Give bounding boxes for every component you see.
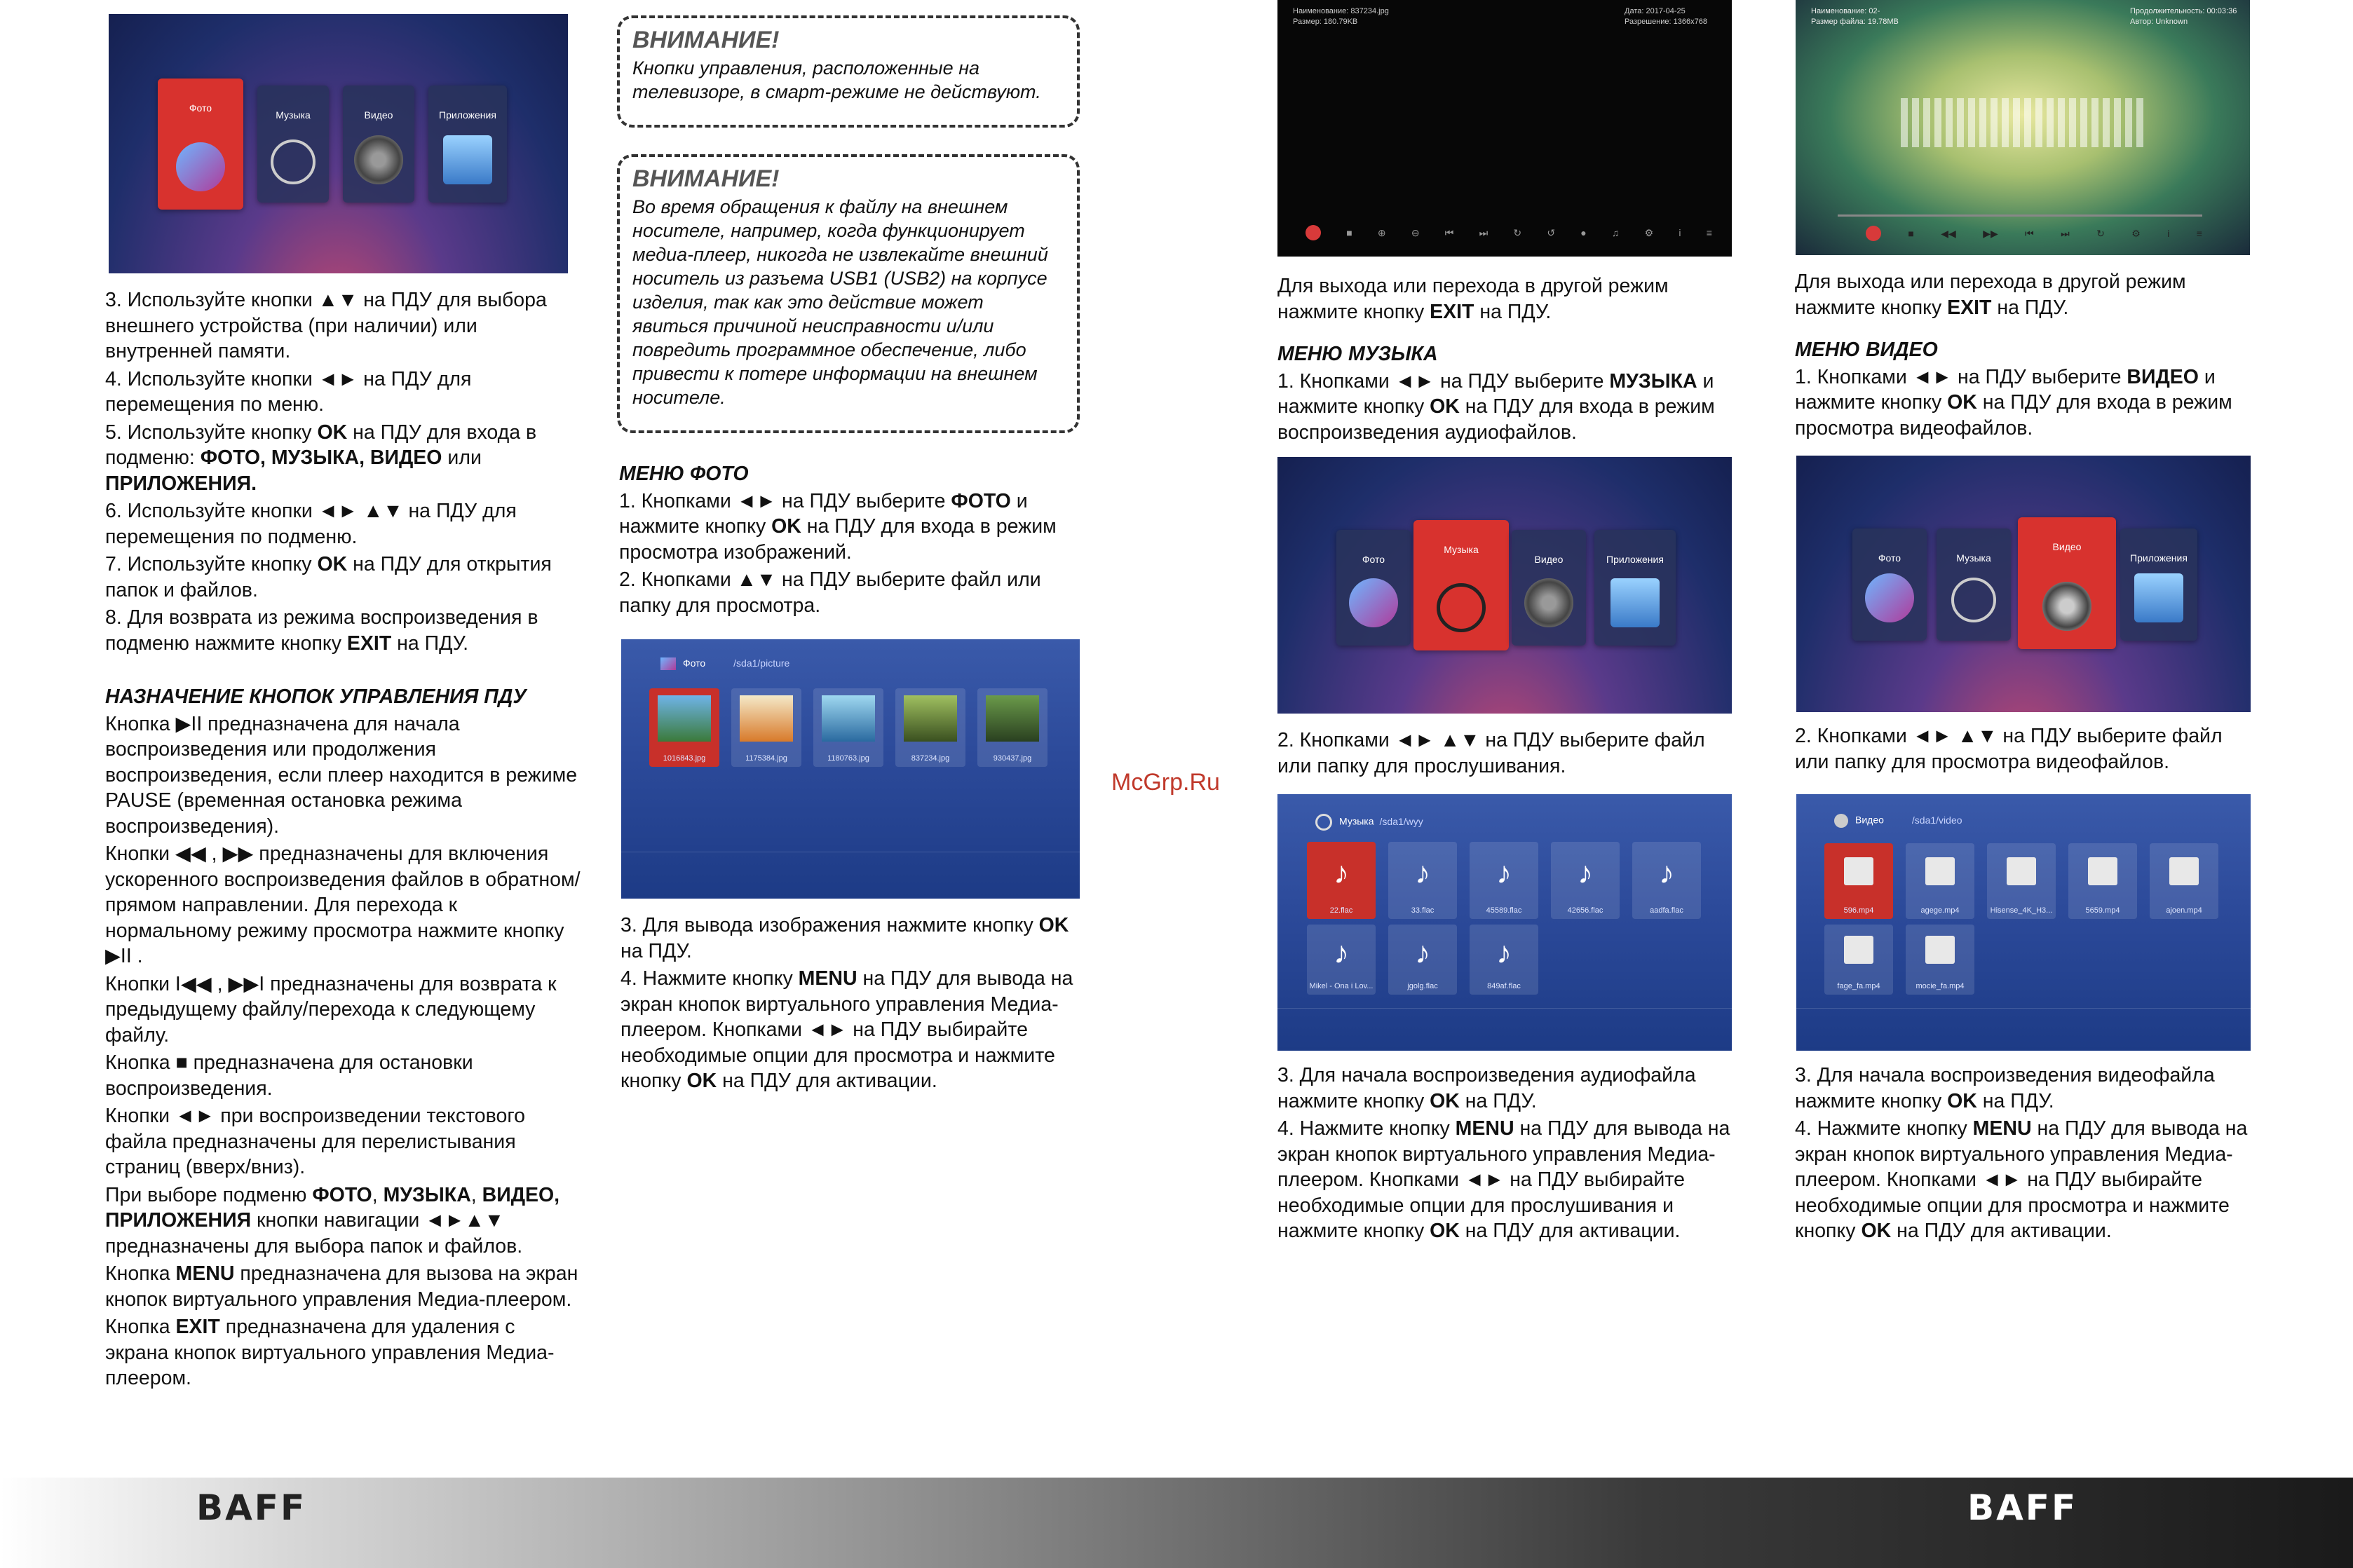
tile-foto [1336, 530, 1411, 646]
foto: ФОТО [951, 489, 1011, 512]
file-name: Hisense_4K_H3... [1990, 906, 2053, 915]
ok-key: OK [1861, 1220, 1892, 1242]
video-browser-screenshot [1796, 794, 2251, 1051]
text: Для выхода или перехода в другой режим нажмите кнопку [1795, 271, 2186, 319]
column-3-text-b [1277, 728, 1740, 781]
tile-label: Фото [189, 102, 212, 114]
file-item [1307, 925, 1376, 995]
info-duration: Продолжительность: 00:03:36 [2130, 7, 2237, 15]
warning-title: ВНИМАНИЕ! [632, 27, 780, 53]
text: При выборе подменю [105, 1183, 313, 1206]
text: 1. Кнопками ◄► на ПДУ выберите [1277, 369, 1610, 393]
thumbnail [740, 695, 793, 742]
step-7 [105, 552, 582, 603]
screen-path: /sda1/video [1911, 814, 1962, 826]
btn-exit [105, 1314, 582, 1391]
text: 1. Кнопками ◄► на ПДУ выберите [619, 489, 951, 512]
step-4 [621, 966, 1083, 1094]
file-item [2150, 843, 2218, 919]
foto: ФОТО [312, 1183, 372, 1206]
file-name: 1180763.jpg [827, 754, 869, 763]
music: МУЗЫКА [383, 1183, 471, 1206]
text: Кнопка [105, 1316, 176, 1338]
column-4-text-c [1795, 1063, 2258, 1246]
file-item [2068, 843, 2137, 919]
text: 4. Нажмите кнопку [1795, 1117, 1973, 1140]
film-reel-icon [2042, 582, 2091, 631]
screen-title: Фото [683, 657, 706, 669]
step-2: 2. Кнопками ◄► ▲▼ на ПДУ выберите файл или папку для просмотра видеофайлов. [1795, 725, 2223, 773]
warning-box-2 [617, 154, 1080, 433]
info-date: Дата: 2017-04-25 [1625, 7, 1686, 15]
gear-icon[interactable]: ⚙ [2131, 227, 2141, 239]
btn-stop: Кнопка ■ предназначена для остановки воспроизведения. [105, 1051, 473, 1100]
text: 7. Используйте кнопку [105, 553, 318, 575]
music-note-icon: ♪ [1659, 856, 1674, 890]
file-item [731, 688, 801, 767]
folder-header [1315, 814, 1423, 831]
btn-text: Кнопки ◄► при воспроизведении текстового файла предназначены для перелистывания страниц (вверх/вниз). [105, 1105, 525, 1178]
tile-music [1413, 520, 1509, 650]
video-file-icon [2169, 857, 2199, 885]
home-menu-video-screenshot [1796, 456, 2251, 712]
text: и нажмите кнопку [1277, 369, 1714, 418]
text: 8. Для возврата из режима воспроизведения в подменю нажмите кнопку [105, 606, 538, 655]
ok-key: OK [1430, 395, 1460, 418]
progress-bar[interactable] [1838, 214, 2202, 217]
thumbnail [658, 695, 711, 742]
btn-nav: При выборе подменю ФОТО, МУЗЫКА, ВИДЕО, ПРИЛОЖЕНИЯ кнопки навигации ◄►▲▼ предназначены для выбора папок и файлов. [105, 1183, 560, 1257]
ok-key: OK [1947, 391, 1977, 414]
apps-icon [1611, 578, 1660, 627]
file-item [1987, 843, 2056, 919]
text: 3. Для вывода изображения нажмите кнопку [621, 914, 1039, 936]
text: 1. Кнопками ◄► на ПДУ выберите [1795, 365, 2127, 388]
file-name: ajoen.mp4 [2166, 906, 2202, 915]
screen-title: Видео [1855, 814, 1884, 826]
text: на ПДУ. [391, 632, 469, 655]
file-item [1824, 925, 1893, 995]
file-item [1388, 925, 1457, 995]
stop-icon[interactable]: ■ [1346, 227, 1352, 238]
tile-label: Музыка [1444, 544, 1479, 555]
tile-video [343, 86, 414, 203]
screen-path: /sda1/picture [733, 657, 790, 669]
text: на ПДУ для входа в режим воспроизведения аудиофайлов. [1277, 395, 1715, 444]
column-2-text-top [619, 461, 1082, 620]
apps-icon [443, 135, 492, 184]
music: МУЗЫКА [1609, 369, 1697, 393]
tile-apps [428, 86, 507, 203]
text: Для выхода или перехода в другой режим нажмите кнопку [1277, 275, 1669, 323]
ok-key: OK [1430, 1089, 1460, 1112]
music-note-icon: ♪ [1415, 856, 1430, 890]
stop-icon[interactable]: ■ [1908, 228, 1914, 239]
menu-key: MENU [798, 967, 857, 990]
list-icon[interactable]: ≡ [1706, 227, 1712, 238]
file-item [1906, 843, 1974, 919]
btn-play: Кнопка ▶II предназначена для начала воспроизведения или продолжения воспроизведения, если плеер находится в режиме PAUSE (временная остановка режима воспроизведения). [105, 712, 578, 838]
exit-note [1277, 273, 1740, 325]
step-3 [621, 913, 1083, 964]
tile-label: Приложения [2130, 552, 2188, 564]
file-name: 5659.mp4 [2085, 906, 2120, 915]
step-1 [1277, 369, 1740, 446]
video: ВИДЕО, [482, 1183, 560, 1206]
text: 4. Нажмите кнопку [1277, 1117, 1456, 1140]
thumbnail [986, 695, 1039, 742]
file-item [1551, 842, 1620, 919]
file-name: 596.mp4 [1843, 906, 1874, 915]
warning-text: Во время обращения к файлу на внешнем носителе, например, когда функционирует медиа-плеер, никогда не извлекайте внешний носитель из разъема USB1 (USB2) на корпусе изделия, так как это действие может явиться причиной неисправности и/или повредить программное обеспечение, либо привести к потере информации на внешнем носителе. [632, 196, 1048, 408]
music-browser-screenshot [1277, 794, 1732, 1051]
file-item [1824, 843, 1893, 919]
tile-foto [158, 79, 243, 210]
photo-icon [176, 142, 225, 191]
file-name: 22.flac [1329, 906, 1353, 915]
file-name: 930437.jpg [993, 754, 1032, 763]
tile-label: Видео [1534, 554, 1564, 565]
btn-menu [105, 1261, 582, 1312]
video-file-icon [1844, 857, 1873, 885]
music-icon[interactable]: ♫ [1611, 227, 1620, 238]
text: на ПДУ. [1976, 1089, 2054, 1112]
video-file-icon [1925, 936, 1955, 964]
screen-path: /sda1/wyy [1379, 815, 1423, 827]
control-bar [1866, 224, 2202, 243]
settings-icon[interactable]: ● [1580, 227, 1587, 238]
file-name: 45589.flac [1486, 906, 1522, 915]
photo-icon [1349, 578, 1398, 627]
thumbnail [822, 695, 875, 742]
hint-bar [1277, 1008, 1732, 1035]
next-icon[interactable]: ⏭ [2061, 227, 2070, 239]
headphones-icon [1437, 583, 1486, 632]
tile-foto [1852, 529, 1927, 641]
file-item [649, 688, 719, 767]
text: на ПДУ для вывода на экран кнопок виртуального управления Медиа-плеером. Кнопками ◄► на ПДУ выбирайте необходимые опции для просмотра и нажмите кнопку [621, 967, 1073, 1092]
hint-bar [621, 852, 1080, 880]
photo-viewer-screenshot [1277, 0, 1732, 257]
tile-music [257, 86, 329, 203]
file-name: 42656.flac [1567, 906, 1603, 915]
exit-key: EXIT [1430, 300, 1474, 323]
file-item [1307, 842, 1376, 919]
file-name: 837234.jpg [911, 754, 950, 763]
column-1-text [105, 287, 582, 1393]
control-bar [1306, 223, 1712, 243]
file-item [1388, 842, 1457, 919]
text: 3. Для начала воспроизведения видеофайла нажмите кнопку [1795, 1064, 2215, 1112]
music-note-icon: ♪ [1578, 856, 1593, 890]
text: 4. Нажмите кнопку [621, 967, 799, 990]
apps-icon [2134, 573, 2183, 622]
tile-label: Фото [1878, 552, 1901, 564]
video-file-icon [1925, 857, 1955, 885]
info-author: Автор: Unknown [2130, 18, 2188, 26]
ok-key: OK [771, 515, 801, 538]
column-3-text-a [1277, 273, 1740, 447]
file-item [895, 688, 965, 767]
pause-icon[interactable] [1306, 225, 1321, 240]
text: на ПДУ. [1991, 296, 2069, 319]
text: предназначена для удаления с экрана кнопок виртуального управления Медиа-плеером. [105, 1316, 555, 1389]
step-5 [105, 420, 582, 497]
text: или [442, 446, 482, 469]
tile-label: Приложения [1606, 554, 1664, 565]
step-4 [1277, 1116, 1740, 1244]
gear-icon[interactable]: ⚙ [1644, 226, 1654, 238]
info-icon[interactable]: i [2167, 228, 2170, 239]
music-note-icon: ♪ [1496, 856, 1512, 890]
folder-header [660, 657, 789, 670]
exit-key: EXIT [175, 1316, 220, 1338]
exit-note [1795, 269, 2258, 320]
text: на ПДУ. [1474, 300, 1552, 323]
text: и нажмите кнопку [1795, 365, 2216, 414]
text: 3. Для начала воспроизведения аудиофайла нажмите кнопку [1277, 1064, 1696, 1112]
step-8 [105, 605, 582, 656]
tile-apps [2120, 529, 2197, 641]
ok-key: OK [1430, 1220, 1460, 1242]
folder-header [1834, 814, 1962, 828]
tile-label: Видео [364, 109, 393, 121]
pause-icon[interactable] [1866, 226, 1881, 241]
step-2: 2. Кнопками ◄► ▲▼ на ПДУ выберите файл или папку для прослушивания. [1277, 729, 1705, 777]
tile-apps [1594, 530, 1676, 646]
video: ВИДЕО [2127, 365, 2199, 388]
column-2-text-bottom [621, 913, 1083, 1096]
next-icon[interactable]: ⏭ [1479, 226, 1489, 238]
tile-label: Приложения [439, 109, 496, 121]
video-file-icon [1844, 936, 1873, 964]
info-size: Размер файла: 19.78MB [1811, 18, 1899, 26]
text: кнопки навигации ◄►▲▼ предназначены для выбора папок и файлов. [105, 1209, 523, 1257]
text: на ПДУ для открытия папок и файлов. [105, 553, 552, 601]
equalizer-visual [1901, 98, 2146, 147]
apps: ПРИЛОЖЕНИЯ [105, 1209, 252, 1232]
apps: ПРИЛОЖЕНИЯ. [105, 472, 257, 495]
step-6: 6. Используйте кнопки ◄► ▲▼ на ПДУ для перемещения по подменю. [105, 500, 517, 548]
zoom-out-icon[interactable]: ⊖ [1411, 226, 1420, 238]
warning-title: ВНИМАНИЕ! [632, 165, 780, 192]
column-4-text-b [1795, 723, 2258, 777]
music-note-icon: ♪ [1415, 936, 1430, 970]
section-heading: НАЗНАЧЕНИЕ КНОПОК УПРАВЛЕНИЯ ПДУ [105, 686, 527, 708]
text: Кнопка [105, 1262, 176, 1285]
film-reel-icon [354, 135, 403, 184]
exit-key: EXIT [1947, 296, 1992, 319]
info-resolution: Разрешение: 1366x768 [1625, 18, 1707, 26]
section-heading: МЕНЮ ФОТО [619, 463, 749, 485]
btn-skip: Кнопки I◀◀ , ▶▶I предназначены для возврата к предыдущему файлу/перехода к следующему файлу. [105, 972, 557, 1047]
info-icon[interactable]: i [1679, 227, 1681, 238]
film-reel-icon [1524, 578, 1573, 627]
music-player-screenshot [1796, 0, 2250, 255]
info-size: Размер: 180.79KB [1293, 18, 1358, 26]
file-item [1470, 925, 1538, 995]
file-name: jgolg.flac [1407, 982, 1438, 990]
watermark: McGrp.Ru [1111, 769, 1220, 796]
file-name: fage_fa.mp4 [1837, 982, 1880, 990]
text: на ПДУ для активации. [1459, 1220, 1681, 1242]
step-2: 2. Кнопками ▲▼ на ПДУ выберите файл или папку для просмотра. [619, 568, 1041, 617]
home-menu-music-screenshot [1277, 457, 1732, 714]
step-3: 3. Используйте кнопки ▲▼ на ПДУ для выбора внешнего устройства (при наличии) или внутренней памяти. [105, 289, 547, 362]
headphones-icon [1951, 578, 1996, 622]
step-3 [1795, 1063, 2258, 1114]
tile-video [1512, 530, 1586, 646]
exit-key: EXIT [346, 632, 392, 655]
text: 5. Используйте кнопку [105, 421, 318, 444]
file-name: Mikel - Ona i Lov... [1309, 982, 1374, 990]
tile-music [1937, 529, 2011, 641]
file-item [1470, 842, 1538, 919]
rotate-icon[interactable]: ↻ [1513, 226, 1522, 238]
warning-text: Кнопки управления, расположенные на телевизоре, в смарт-режиме не действуют. [632, 57, 1041, 102]
info-name: Наименование: 837234.jpg [1293, 7, 1389, 15]
tile-video [2018, 517, 2116, 649]
step-1 [619, 489, 1082, 566]
file-name: 33.flac [1411, 906, 1435, 915]
brand-logo-right: BAFF [1967, 1487, 2078, 1528]
file-item [1906, 925, 1974, 995]
video-file-icon [2088, 857, 2117, 885]
film-reel-icon [1834, 814, 1848, 828]
menu-key: MENU [1455, 1117, 1514, 1140]
btn-ff: Кнопки ◀◀ , ▶▶ предназначены для включения ускоренного воспроизведения файлов в обратном/прямом направлении. Для перехода к нормальному режиму просмотра нажмите кнопку ▶II . [105, 843, 581, 967]
brand-logo-left: BAFF [196, 1487, 307, 1528]
text: на ПДУ для вывода на экран кнопок виртуального управления Медиа-плеером. Кнопками ◄► на ПДУ выбирайте необходимые опции для просмотра и нажмите кнопку [1795, 1117, 2248, 1242]
warning-box-1 [617, 15, 1080, 128]
photo-icon [1865, 573, 1914, 622]
column-3-text-c [1277, 1063, 1740, 1246]
rewind-icon[interactable]: ◀◀ [1941, 227, 1956, 239]
photo-browser-screenshot [621, 639, 1080, 899]
file-item [813, 688, 883, 767]
headphones-icon [271, 139, 316, 184]
text: и нажмите кнопку [619, 489, 1028, 538]
home-menu-screenshot [109, 14, 568, 273]
column-4-text-a [1795, 269, 2258, 443]
music-note-icon: ♪ [1496, 936, 1512, 970]
step-3 [1277, 1063, 1740, 1114]
file-item [977, 688, 1047, 767]
file-name: 1175384.jpg [745, 754, 787, 763]
file-name: agege.mp4 [1920, 906, 1960, 915]
text: на ПДУ для входа в подменю: [105, 421, 537, 469]
ok-key: OK [317, 421, 348, 444]
ok-key: OK [686, 1070, 717, 1092]
tile-label: Фото [1362, 554, 1385, 565]
prev-icon[interactable]: ⏮ [1444, 226, 1454, 238]
hint-bar [1796, 1008, 2251, 1035]
rotate-left-icon[interactable]: ↺ [1547, 226, 1556, 238]
submenus: ФОТО, МУЗЫКА, ВИДЕО [200, 446, 442, 469]
ok-key: OK [1038, 914, 1069, 936]
list-icon[interactable]: ≡ [2196, 228, 2202, 239]
text: на ПДУ для вывода на экран кнопок виртуального управления Медиа-плеером. Кнопками ◄► на ПДУ выбирайте необходимые опции для прослушивания и нажмите кнопку [1277, 1117, 1730, 1242]
file-name: 1016843.jpg [663, 754, 706, 763]
tile-label: Музыка [276, 109, 311, 121]
text: на ПДУ для входа в режим просмотра изображений. [619, 515, 1057, 564]
ok-key: OK [1947, 1089, 1977, 1112]
video-file-icon [2007, 857, 2036, 885]
tile-label: Музыка [1956, 552, 1991, 564]
headphones-icon [1315, 814, 1332, 831]
text: на ПДУ для входа в режим просмотра видеофайлов. [1795, 391, 2232, 439]
photo-icon [660, 657, 676, 670]
text: на ПДУ для активации. [717, 1070, 937, 1092]
text: на ПДУ. [621, 939, 692, 962]
menu-key: MENU [175, 1262, 235, 1285]
music-note-icon: ♪ [1334, 856, 1349, 890]
section-heading: МЕНЮ ВИДЕО [1795, 339, 1938, 361]
step-1 [1795, 364, 2258, 442]
text: предназначена для вызова на экран кнопок виртуального управления Медиа-плеером. [105, 1262, 578, 1311]
file-name: aadfa.flac [1650, 906, 1683, 915]
music-note-icon: ♪ [1334, 936, 1349, 970]
text: на ПДУ. [1459, 1089, 1537, 1112]
repeat-icon[interactable]: ↻ [2096, 227, 2105, 239]
step-4 [1795, 1116, 2258, 1244]
text: на ПДУ для активации. [1891, 1220, 2112, 1242]
thumbnail [904, 695, 957, 742]
section-heading: МЕНЮ МУЗЫКА [1277, 343, 1438, 365]
info-name: Наименование: 02- [1811, 7, 1880, 15]
file-name: 849af.flac [1487, 982, 1521, 990]
prev-icon[interactable]: ⏮ [2025, 227, 2034, 239]
menu-key: MENU [1972, 1117, 2032, 1140]
screen-title: Музыка [1339, 815, 1374, 827]
step-4: 4. Используйте кнопки ◄► на ПДУ для перемещения по меню. [105, 367, 472, 416]
tile-label: Видео [2052, 541, 2082, 552]
file-name: mocie_fa.mp4 [1915, 982, 1965, 990]
ok-key: OK [317, 553, 348, 575]
zoom-in-icon[interactable]: ⊕ [1377, 226, 1386, 238]
forward-icon[interactable]: ▶▶ [1983, 227, 1998, 239]
file-item [1632, 842, 1701, 919]
